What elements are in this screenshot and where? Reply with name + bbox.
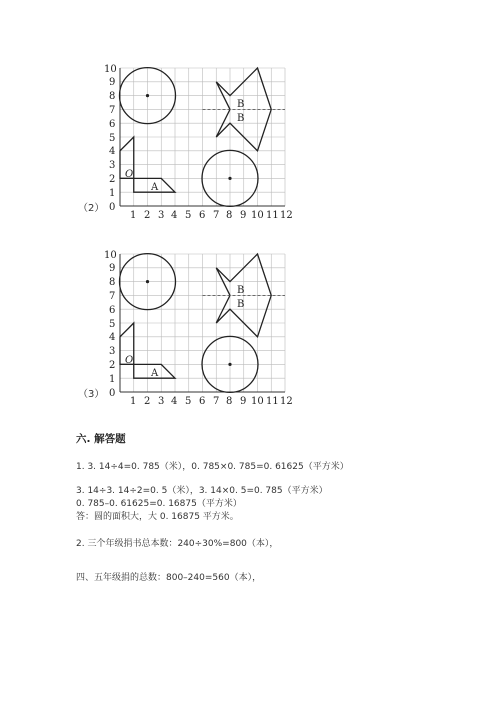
circle-top-center bbox=[146, 94, 149, 97]
x-tick: 2 bbox=[144, 396, 151, 406]
label-o: O bbox=[125, 355, 134, 366]
x-tick: 8 bbox=[226, 396, 233, 406]
part-label: （2） bbox=[78, 203, 105, 214]
y-tick: 5 bbox=[109, 133, 116, 144]
answer-line: 3. 14÷3. 14÷2=0. 5（米），3. 14×0. 5=0. 785（平方米） bbox=[76, 486, 328, 496]
y-tick: 10 bbox=[104, 250, 117, 261]
y-tick: 3 bbox=[109, 346, 116, 357]
x-tick: 9 bbox=[240, 210, 247, 220]
x-tick: 3 bbox=[158, 396, 165, 406]
x-tick: 11 bbox=[266, 210, 279, 220]
x-tick: 10 bbox=[251, 210, 264, 220]
y-tick: 1 bbox=[109, 188, 116, 199]
circle-bottom-center bbox=[228, 363, 231, 366]
y-tick: 0 bbox=[109, 202, 116, 213]
x-tick: 10 bbox=[251, 396, 264, 406]
y-tick: 9 bbox=[109, 77, 116, 88]
x-tick: 5 bbox=[185, 210, 192, 220]
x-tick: 12 bbox=[280, 210, 293, 220]
x-tick: 12 bbox=[280, 396, 293, 406]
label-a: A bbox=[151, 368, 159, 379]
y-tick: 3 bbox=[109, 160, 116, 171]
y-tick: 2 bbox=[109, 360, 116, 371]
x-tick: 7 bbox=[213, 210, 220, 220]
y-tick: 0 bbox=[109, 388, 116, 399]
answer-line: 1. 3. 14÷4=0. 785（米），0. 785×0. 785=0. 61625（平方米） bbox=[76, 462, 349, 472]
x-tick: 8 bbox=[226, 210, 233, 220]
y-tick: 1 bbox=[109, 374, 116, 385]
label-a: A bbox=[151, 182, 159, 193]
x-tick: 3 bbox=[158, 210, 165, 220]
x-tick: 6 bbox=[199, 210, 206, 220]
part-label: （3） bbox=[78, 389, 105, 400]
y-tick: 4 bbox=[109, 332, 116, 343]
y-tick: 6 bbox=[109, 119, 116, 130]
answer-line: 0. 785–0. 61625=0. 16875（平方米） bbox=[76, 499, 242, 509]
circle-bottom-center bbox=[228, 177, 231, 180]
y-tick: 8 bbox=[109, 91, 116, 102]
label-b-upper: B bbox=[237, 99, 245, 110]
answer-line: 2. 三个年级捐书总本数：240÷30%=800（本）， bbox=[76, 539, 279, 549]
x-tick: 11 bbox=[266, 396, 279, 406]
x-tick: 1 bbox=[130, 210, 137, 220]
label-b-lower: B bbox=[237, 113, 245, 124]
x-tick: 6 bbox=[199, 396, 206, 406]
answer-line: 答：圆的面积大，大 0. 16875 平方米。 bbox=[76, 512, 239, 522]
y-tick: 4 bbox=[109, 146, 116, 157]
section-title: 六. 解答题 bbox=[76, 433, 126, 445]
x-tick: 5 bbox=[185, 396, 192, 406]
label-b-upper: B bbox=[237, 285, 245, 296]
y-tick: 2 bbox=[109, 174, 116, 185]
x-tick: 1 bbox=[130, 396, 137, 406]
x-tick: 9 bbox=[240, 396, 247, 406]
circle-top-center bbox=[146, 280, 149, 283]
x-tick: 7 bbox=[213, 396, 220, 406]
figure-3 bbox=[0, 186, 500, 406]
y-tick: 9 bbox=[109, 263, 116, 274]
y-tick: 8 bbox=[109, 277, 116, 288]
y-tick: 5 bbox=[109, 319, 116, 330]
x-tick: 2 bbox=[144, 210, 151, 220]
y-tick: 10 bbox=[104, 64, 117, 75]
y-tick: 6 bbox=[109, 305, 116, 316]
label-o: O bbox=[125, 169, 134, 180]
y-tick: 7 bbox=[109, 291, 116, 302]
grid-figure bbox=[0, 186, 500, 406]
y-tick: 7 bbox=[109, 105, 116, 116]
x-tick: 4 bbox=[171, 396, 178, 406]
x-tick: 4 bbox=[171, 210, 178, 220]
label-b-lower: B bbox=[237, 299, 245, 310]
answer-line: 四、五年级捐的总数：800–240=560（本）， bbox=[76, 573, 262, 583]
